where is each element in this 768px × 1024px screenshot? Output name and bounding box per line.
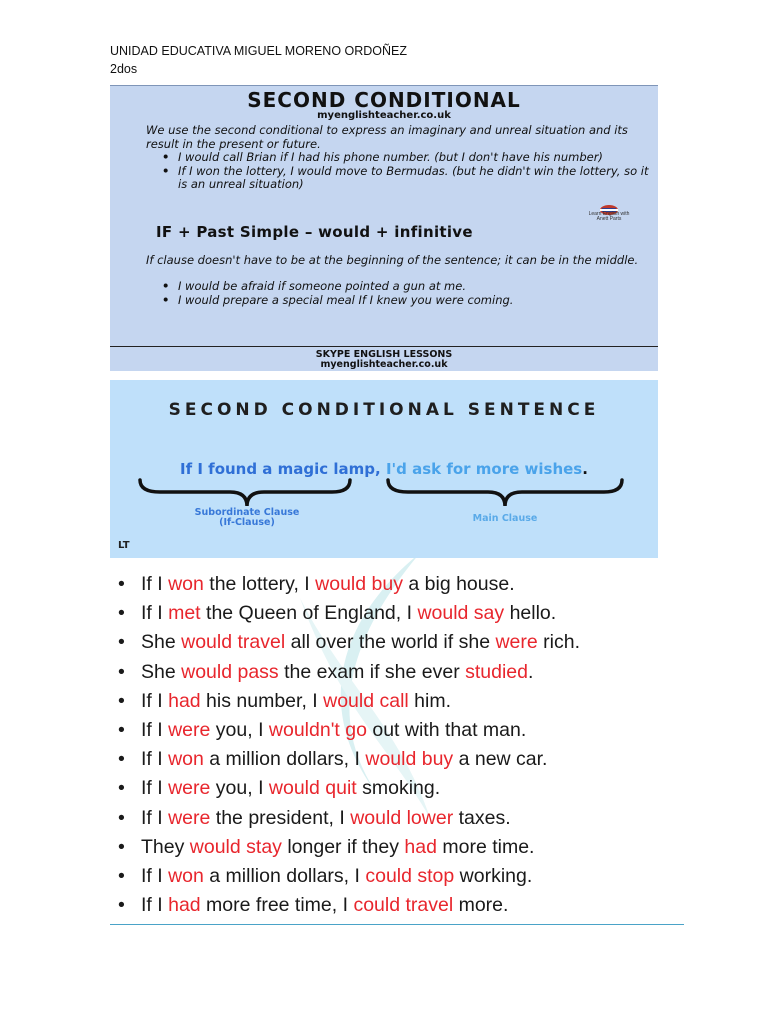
if-clause: If I found a magic lamp, [180,460,381,478]
highlighted-verb: would buy [365,748,454,771]
highlighted-verb: had [168,894,201,917]
list-item [118,804,580,833]
highlighted-verb: studied [465,660,528,683]
divider [110,346,658,347]
sentence-period: . [582,460,588,478]
sentence-text: If I [141,748,169,771]
sentence-text: If I [141,864,169,887]
course-label: 2dos [110,62,138,76]
sentence-text: more free time, I [200,894,354,917]
list-item [118,628,580,657]
list-item [118,599,580,628]
position-note: If clause doesn't have to be at the beginning of the sentence; it can be in the middle. [146,253,639,267]
sentence-text: all over the world if she [285,631,496,654]
list-item [118,745,580,774]
panel-title: SECOND CONDITIONAL [247,88,521,112]
highlighted-verb: wouldn't go [268,718,367,741]
sentence-text: the president, I [210,806,351,829]
if-clause-brace [140,480,350,506]
sentence-text: smoking. [356,777,441,800]
highlighted-verb: would say [417,602,505,625]
sentence-text: If I [141,806,169,829]
sentence-text: rich. [537,631,580,654]
sentence-text: a million dollars, I [203,748,366,771]
footer-site: myenglishteacher.co.uk [320,359,448,370]
panel-title: SECOND CONDITIONAL SENTENCE [168,400,600,420]
highlighted-verb: were [168,718,211,741]
intro-text: We use the second conditional to express an imaginary and unreal situation and its result in the present or future. [146,123,628,151]
sentence-text: more. [453,894,509,917]
sentence-text: a million dollars, I [203,864,366,887]
sentence-text: If I [141,689,169,712]
lt-logo: LT [118,540,130,551]
sentence-text: If I [141,602,169,625]
sentence-text: If I [141,718,169,741]
sentence-text: the Queen of England, I [200,602,418,625]
highlighted-verb: could travel [353,894,454,917]
highlighted-verb: would quit [268,777,357,800]
sentence-text: She [141,631,182,654]
sentence-text: you, I [210,718,269,741]
sentence-text: . [528,660,534,683]
sentence-text: If I [141,573,169,595]
formula: IF + Past Simple – would + infinitive [156,223,473,241]
sentence-text: longer if they [281,835,405,858]
sentence-text: the exam if she ever [278,660,466,683]
sentence-structure-image [110,380,658,558]
highlighted-verb: would stay [189,835,282,858]
highlighted-verb: would call [323,689,409,712]
highlighted-verb: were [168,806,211,829]
sentence-text: the lottery, I [203,573,316,595]
example-list [160,280,650,307]
main-clause-brace [388,480,622,506]
highlighted-verb: won [168,748,204,771]
highlighted-verb: were [495,631,538,654]
second-conditional-explanation-image [110,85,658,371]
list-item [118,833,580,862]
sentence-text: a new car. [453,748,548,771]
sentence-text: If I [141,894,169,917]
list-item [118,687,580,716]
school-name: UNIDAD EDUCATIVA MIGUEL MORENO ORDOÑEZ [110,44,408,58]
highlighted-verb: had [404,835,437,858]
list-item [118,716,580,745]
sentence-text: more time. [436,835,535,858]
subordinate-clause-label [184,508,310,528]
sentence-text: hello. [504,602,557,625]
highlighted-verb: won [168,573,204,595]
highlighted-verb: could stop [365,864,455,887]
highlighted-verb: would pass [181,660,279,683]
logo-caption: Learn English with Anett Parts [588,211,630,222]
example-sentences-list [118,570,580,920]
sentence-text: working. [454,864,533,887]
highlighted-verb: were [168,777,211,800]
list-item: • I would call Brian if I had his phone number. (but I don't have his number) [160,151,650,165]
sentence-text: They [141,835,190,858]
footer-title: SKYPE ENGLISH LESSONS [315,349,453,360]
highlighted-verb: met [168,602,201,625]
list-item [118,658,580,687]
sentence-text: a big house. [402,573,515,595]
highlighted-verb: would lower [350,806,454,829]
highlighted-verb: had [168,689,201,712]
list-item [118,862,580,891]
highlighted-verb: would travel [181,631,286,654]
sentence-text: out with that man. [366,718,527,741]
list-item [118,891,580,920]
sentence-text: you, I [210,777,269,800]
bottom-rule [110,924,684,925]
sentence-text: his number, I [200,689,324,712]
sentence-text: She [141,660,182,683]
list-item: • I would be afraid if someone pointed a gun at me. [160,280,650,294]
subordinate-label-line2: (If-Clause) [219,517,275,528]
list-item: • If I won the lottery, I would move to Bermudas. (but he didn't win the lottery, so it is an unreal situation) [160,165,650,192]
list-item [118,570,580,599]
clause-braces [110,476,658,512]
website-label: myenglishteacher.co.uk [317,110,451,121]
example-list [160,151,650,192]
main-clause: I'd ask for more wishes [385,460,583,478]
examples-image [110,558,684,925]
highlighted-verb: would buy [315,573,403,595]
list-item: • I would prepare a special meal If I knew you were coming. [160,294,650,308]
subordinate-label-line1: Subordinate Clause [194,507,300,518]
sentence-text: him. [408,689,452,712]
sentence-text: taxes. [453,806,511,829]
main-clause-label: Main Clause [472,513,538,524]
list-item [118,774,580,803]
highlighted-verb: won [168,864,204,887]
sentence-text: If I [141,777,169,800]
